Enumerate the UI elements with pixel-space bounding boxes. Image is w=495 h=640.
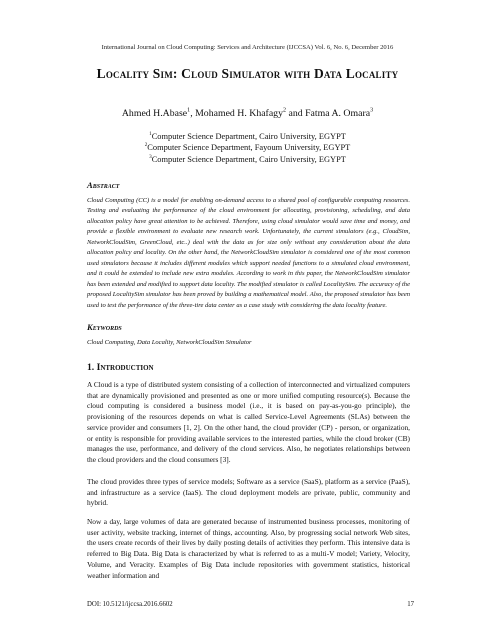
body-paragraph: A Cloud is a type of distributed system consisting of a collection of interconnected and virtualized computers that are dynamically provisioned and presented as one or more unified computing resource(s). Because the cloud computing is considered a business model (i.e., it is based on pay-as-you-go principle), the provisioning of the resources depends on what is called Service-Level Agreements (SLAs) between the service provider and consumers [1, 2]. On the other hand, the cloud provider (CP) - person, or organization, or entity is responsible for providing available services to the interested parties, while the cloud broker (CB) manages the use, performance, and delivery of the cloud services. Also, he negotiates relationships between the cloud providers and the cloud consumers [3].	[87, 380, 410, 464]
affiliation-text: Computer Science Department, Fayoum University, EGYPT	[147, 143, 351, 153]
keywords-text: Cloud Computing, Data Locality, NetworkCloudSim Simulator	[87, 339, 252, 346]
doi-text: DOI: 10.5121/ijccsa.2016.6602	[87, 601, 173, 608]
affiliation-text: Computer Science Department, Cairo University, EGYPT	[151, 132, 346, 141]
paper-title: Locality Sim: Cloud Simulator with Data Locality	[96, 66, 399, 81]
journal-header: International Journal on Cloud Computing: Services and Architecture (IJCCSA) Vol. 6, No. 6, December 2016	[101, 44, 394, 51]
affiliation-marker: 3	[149, 153, 152, 160]
body-paragraph: The cloud provides three types of service models; Software as a service (SaaS), platform as a service (PaaS), and infrastructure as a service (IaaS). The cloud deployment models are private, public, community and hybrid.	[87, 477, 410, 508]
author-name: Ahmed H.Abase	[121, 108, 188, 119]
author-affiliation-marker: 3	[370, 107, 374, 114]
section-heading-introduction: 1. Introduction	[87, 362, 154, 373]
page-number: 17	[407, 601, 414, 608]
author-separator: and	[286, 108, 306, 119]
author-name: Mohamed H. Khafagy	[195, 108, 283, 119]
affiliation-line	[0, 131, 495, 142]
author-separator: ,	[190, 108, 196, 119]
abstract-heading: Abstract	[87, 180, 120, 190]
page-footer	[87, 601, 414, 608]
affiliation-marker: 1	[149, 131, 152, 138]
author-affiliation-marker: 2	[282, 107, 287, 114]
affiliation-marker: 2	[144, 142, 148, 149]
affiliation-list	[0, 131, 495, 165]
author-name: Fatma A. Omara	[305, 108, 371, 119]
keywords-heading: Keywords	[87, 322, 122, 332]
affiliation-text: Computer Science Department, Cairo University, EGYPT	[151, 154, 346, 164]
author-affiliation-marker: 1	[187, 107, 191, 114]
affiliation-line	[0, 154, 495, 165]
body-paragraph: Now a day, large volumes of data are generated because of instrumented business processes, monitoring of user activity, website tracking, internet of things, accounting. Also, by progressing social network Web sites, the users create records of their lives by daily posting details of activities they perform. This intensive data is referred to Big Data. Big Data is characterized by what is referred to as a multi-V model; Variety, Velocity, Volume, and Veracity. Examples of Big Data include repositories with government statistics, historical weather information and	[87, 517, 410, 580]
abstract-text: Cloud Computing (CC) is a model for enabling on-demand access to a shared pool of configurable computing resources. Testing and evaluating the performance of the cloud environment for allocating, provisioning, scheduling, and data allocation policy have great attention to be achieved. Therefore, using cloud simulator would save time and money, and provide a flexible environment to evaluate new research work. Unfortunately, the current simulators (e.g., CloudSim, NetworkCloudSim, GreenCloud, etc..) deal with the data as for size only without any consideration about the data allocation policy and locality. On the other hand, the NetworkCloudSim simulator is considered one of the most common used simulators because it includes different modules which support needed functions to a simulated cloud environment, and it could be extended to include new extra modules. According to work in this paper, the NetworkCloudSim simulator has been extended and modified to support data locality. The modified simulator is called LocalitySim. The accuracy of the proposed LocalitySim simulator has been proved by building a mathematical model. Also, the proposed simulator has been used to test the performance of the three-tire data center as a case study with considering the data locality feature.	[87, 197, 410, 309]
affiliation-line	[0, 142, 495, 153]
author-list	[0, 108, 495, 119]
